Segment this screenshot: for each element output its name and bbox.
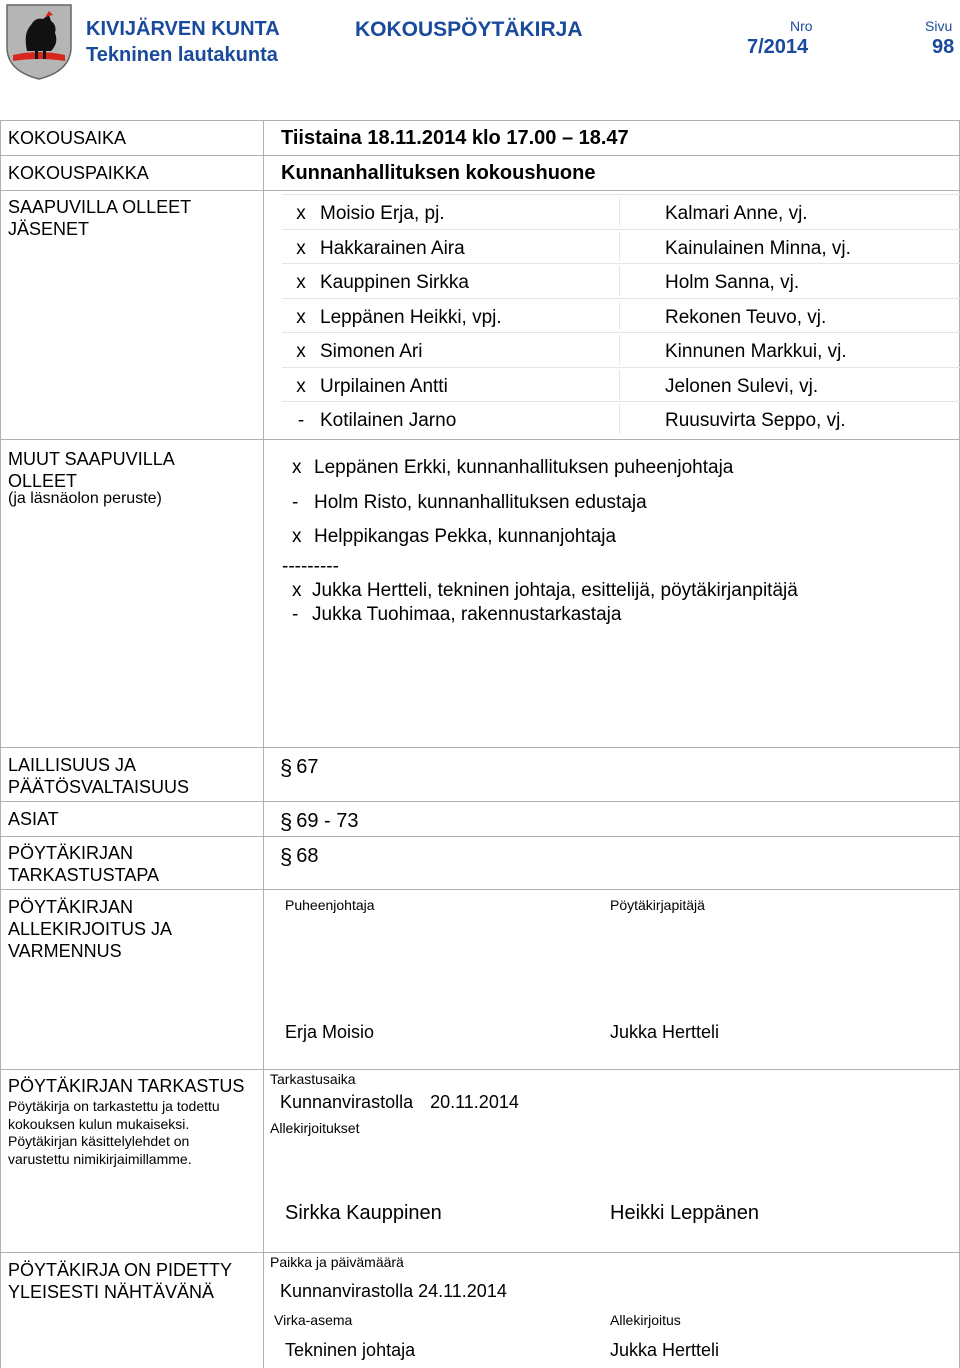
municipality-crest	[5, 3, 73, 81]
meeting-place-label: KOKOUSPAIKKA	[8, 163, 149, 183]
substitute-name: Ruusuvirta Seppo, vj.	[665, 410, 846, 431]
attendance-mark: x	[296, 272, 306, 293]
legality-label-line1: LAILLISUUS JA	[8, 755, 137, 775]
meeting-time-label: KOKOUSAIKA	[8, 128, 127, 148]
member-row	[282, 401, 960, 436]
page-label: Sivu	[925, 18, 953, 34]
legality-label-line2: PÄÄTÖSVALTAISUUS	[8, 777, 190, 797]
attendance-mark: x	[292, 580, 302, 601]
position-value: Tekninen johtaja	[285, 1340, 416, 1360]
substitute-name: Rekonen Teuvo, vj.	[665, 306, 827, 328]
attendee-name: Helppikangas Pekka, kunnanjohtaja	[314, 526, 617, 547]
attendance-mark: -	[292, 604, 299, 625]
others-label-line2: OLLEET	[8, 471, 78, 491]
substitute-name: Holm Sanna, vj.	[665, 272, 800, 293]
page-number: 98	[932, 36, 955, 58]
others-label-note: (ja läsnäolon peruste)	[8, 490, 162, 507]
legality-value: 67	[296, 756, 319, 778]
place-date-value: Kunnanvirastolla 24.11.2014	[280, 1281, 507, 1301]
other-attendee	[282, 526, 616, 548]
inspection-time-value	[280, 1092, 519, 1113]
document-title: KOKOUSPÖYTÄKIRJA	[355, 18, 583, 41]
publication-label-line2: YLEISESTI NÄHTÄVÄNÄ	[8, 1282, 215, 1302]
attendance-mark: x	[296, 306, 306, 328]
inspection-method-label-line1: PÖYTÄKIRJAN	[8, 843, 134, 863]
member-row	[282, 298, 960, 333]
substitute-name: Kainulainen Minna, vj.	[665, 237, 851, 259]
matters-value: 69 - 73	[296, 810, 359, 832]
inspection-method-value: 68	[296, 845, 319, 867]
member-name: Moisio Erja, pj.	[320, 203, 445, 224]
substitute-name: Kalmari Anne, vj.	[665, 203, 808, 224]
matters-label: ASIAT	[8, 809, 59, 829]
secretary-name: Jukka Hertteli	[610, 1022, 720, 1042]
member-row	[282, 332, 960, 367]
inspection-note: Pöytäkirja on tarkastettu ja todettu kokouksen kulun mukaiseksi. Pöytäkirjan käsittelylehdet on varustettu nimikirjaimillamme.	[8, 1098, 220, 1167]
separator-line: ---------	[282, 556, 339, 577]
matters-section	[280, 807, 359, 833]
member-row	[282, 229, 960, 264]
other-attendee	[282, 492, 647, 514]
inspection-method-label-line2: TARKASTUSTAPA	[8, 865, 160, 885]
section-sign-icon: §	[280, 844, 293, 869]
meeting-place-value: Kunnanhallituksen kokoushuone	[281, 162, 596, 184]
meeting-time-value: Tiistaina 18.11.2014 klo 17.00 – 18.47	[281, 127, 629, 149]
board-name: Tekninen lautakunta	[86, 44, 278, 66]
member-name: Leppänen Heikki, vpj.	[320, 306, 502, 328]
chair-title: Puheenjohtaja	[285, 897, 375, 913]
member-row	[282, 367, 960, 402]
signature-label: Allekirjoitus	[610, 1312, 681, 1328]
inspection-date: 20.11.2014	[430, 1092, 519, 1112]
signing-label-line1: PÖYTÄKIRJAN	[8, 897, 134, 917]
publication-label-line1: PÖYTÄKIRJA ON PIDETTY	[8, 1260, 233, 1280]
nro-label: Nro	[790, 18, 813, 34]
inspection-time-label: Tarkastusaika	[270, 1071, 356, 1087]
position-label: Virka-asema	[274, 1312, 353, 1328]
inspection-method-section	[280, 842, 319, 868]
signing-label-line3: VARMENNUS	[8, 941, 122, 961]
attendee-name: Jukka Hertteli, tekninen johtaja, esittelijä, pöytäkirjanpitäjä	[312, 580, 798, 601]
place-date-label: Paikka ja päivämäärä	[270, 1254, 404, 1270]
attendance-mark: -	[297, 410, 305, 431]
attendance-mark: -	[292, 492, 299, 513]
chair-name: Erja Moisio	[285, 1022, 375, 1042]
member-name: Kauppinen Sirkka	[320, 272, 469, 293]
attendee-name: Jukka Tuohimaa, rakennustarkastaja	[312, 604, 622, 625]
substitute-name: Jelonen Sulevi, vj.	[665, 375, 819, 397]
secretary-title: Pöytäkirjapitäjä	[610, 897, 705, 913]
attendance-mark: x	[296, 237, 306, 259]
member-row	[282, 194, 960, 229]
signatures-label: Allekirjoitukset	[270, 1120, 360, 1136]
nro-value: 7/2014	[747, 36, 809, 58]
attendance-mark: x	[296, 375, 306, 397]
inspection-label: PÖYTÄKIRJAN TARKASTUS	[8, 1076, 245, 1096]
other-attendee	[282, 580, 798, 602]
member-name: Simonen Ari	[320, 341, 423, 362]
members-table	[282, 194, 960, 436]
attendee-name: Holm Risto, kunnanhallituksen edustaja	[314, 492, 647, 513]
attendee-name: Leppänen Erkki, kunnanhallituksen puheenjohtaja	[314, 457, 734, 478]
attendance-mark: x	[292, 526, 302, 547]
signature-value: Jukka Hertteli	[610, 1340, 720, 1360]
municipality-name: KIVIJÄRVEN KUNTA	[86, 18, 280, 40]
section-sign-icon: §	[280, 755, 293, 780]
inspector-name-2: Heikki Leppänen	[610, 1202, 759, 1224]
other-attendee	[282, 457, 733, 479]
inspector-name-1: Sirkka Kauppinen	[285, 1202, 442, 1224]
substitute-name: Kinnunen Markkui, vj.	[665, 341, 847, 362]
member-name: Urpilainen Antti	[320, 375, 448, 397]
legality-section	[280, 753, 319, 779]
other-attendee	[282, 604, 621, 626]
member-name: Hakkarainen Aira	[320, 237, 465, 259]
member-row	[282, 263, 960, 298]
attendance-mark: x	[296, 203, 306, 224]
attendance-mark: x	[292, 457, 302, 478]
signing-label-line2: ALLEKIRJOITUS JA	[8, 919, 173, 939]
member-name: Kotilainen Jarno	[320, 410, 457, 431]
attendance-mark: x	[296, 341, 306, 362]
members-label: SAAPUVILLA OLLEET JÄSENET	[8, 197, 191, 239]
inspection-place: Kunnanvirastolla	[280, 1092, 414, 1112]
section-sign-icon: §	[280, 809, 293, 834]
others-label-line1: MUUT SAAPUVILLA	[8, 449, 175, 469]
